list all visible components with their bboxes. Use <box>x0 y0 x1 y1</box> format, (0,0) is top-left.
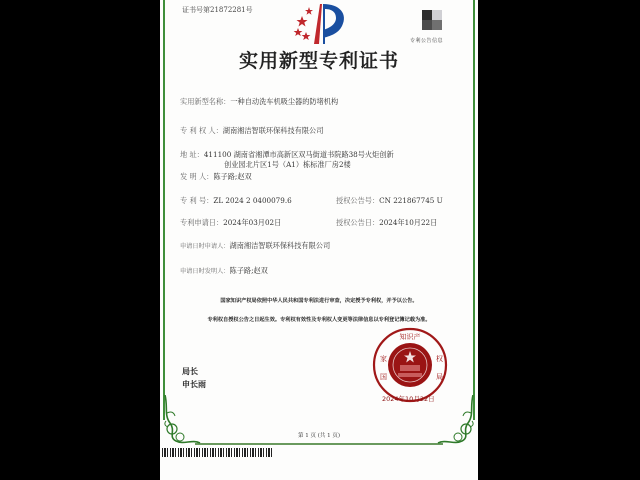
field-value: 陈子路;赵双 <box>213 172 252 181</box>
field-value: ZL 2024 2 0400079.6 <box>213 196 292 205</box>
field-value: 一种自动洗车机吸尘器的防堵机构 <box>230 97 339 106</box>
qr-code-icon[interactable] <box>422 10 442 30</box>
field-label: 授权公告号： <box>336 196 380 205</box>
field-value: 陈子路;赵双 <box>229 266 268 275</box>
field-label: 申请日时发明人： <box>180 268 230 275</box>
grant-notice-line-1: 国家知识产权局依照中华人民共和国专利法进行审查，决定授予专利权，并予以公告。 <box>220 298 418 304</box>
field-value: 2024年10月22日 <box>379 218 438 227</box>
utility-model-name <box>180 97 338 107</box>
field-value: 2024年03月02日 <box>223 218 282 227</box>
border-bottom <box>195 443 443 445</box>
svg-text:权: 权 <box>436 355 443 363</box>
field-label: 申请日时申请人： <box>180 243 230 250</box>
page-number: 第 1 页 (共 1 页) <box>297 433 341 439</box>
barcode-icon <box>162 448 272 457</box>
field-label: 专 利 权 人： <box>180 126 223 135</box>
inventor-at-filing <box>180 266 268 276</box>
qr-caption: 专利公告信息 <box>410 38 444 44</box>
address-line-2: 创业园北片区1号（A1）栋标准厂房2楼 <box>224 160 351 169</box>
svg-text:知识产: 知识产 <box>399 333 421 341</box>
address <box>180 150 394 160</box>
field-value: 湖南湘洁智联环保科技有限公司 <box>229 241 331 250</box>
svg-text:国: 国 <box>380 373 387 381</box>
field-label: 专 利 号： <box>180 196 214 205</box>
svg-text:家: 家 <box>380 355 387 363</box>
official-seal-icon <box>372 327 448 403</box>
director-title: 局长 <box>182 367 198 376</box>
certificate-number: 证书号第21872281号 <box>182 6 253 14</box>
field-value: 湖南湘洁智联环保科技有限公司 <box>222 126 324 135</box>
grant-publication-date <box>336 218 437 228</box>
svg-text:局: 局 <box>436 373 443 381</box>
patent-certificate <box>160 0 478 480</box>
field-label: 发 明 人： <box>180 172 214 181</box>
certificate-title: 实用新型专利证书 <box>238 50 399 72</box>
applicant-at-filing <box>180 241 330 251</box>
grant-notice-line-2: 专利权自授权公告之日起生效。专利权有效性及专利权人变更等法律信息以专利登记簿记载为准。 <box>207 317 431 323</box>
field-label: 授权公告日： <box>336 218 380 227</box>
patent-number <box>180 196 292 206</box>
patentee <box>180 126 323 136</box>
director-name: 申长雨 <box>182 380 206 389</box>
field-value: 411100 湖南省湘潭市高新区双马街道书院路38号火炬创新 <box>203 150 394 159</box>
field-value: CN 221867745 U <box>379 196 443 205</box>
inventor <box>180 172 252 182</box>
filing-date <box>180 218 281 228</box>
field-label: 专利申请日： <box>180 218 224 227</box>
field-label: 地 址： <box>180 150 204 159</box>
grant-publication-number <box>336 196 443 206</box>
seal-date: 2024年10月22日 <box>382 395 435 403</box>
field-label: 实用新型名称： <box>180 97 231 106</box>
cnipa-logo-icon <box>292 2 350 44</box>
